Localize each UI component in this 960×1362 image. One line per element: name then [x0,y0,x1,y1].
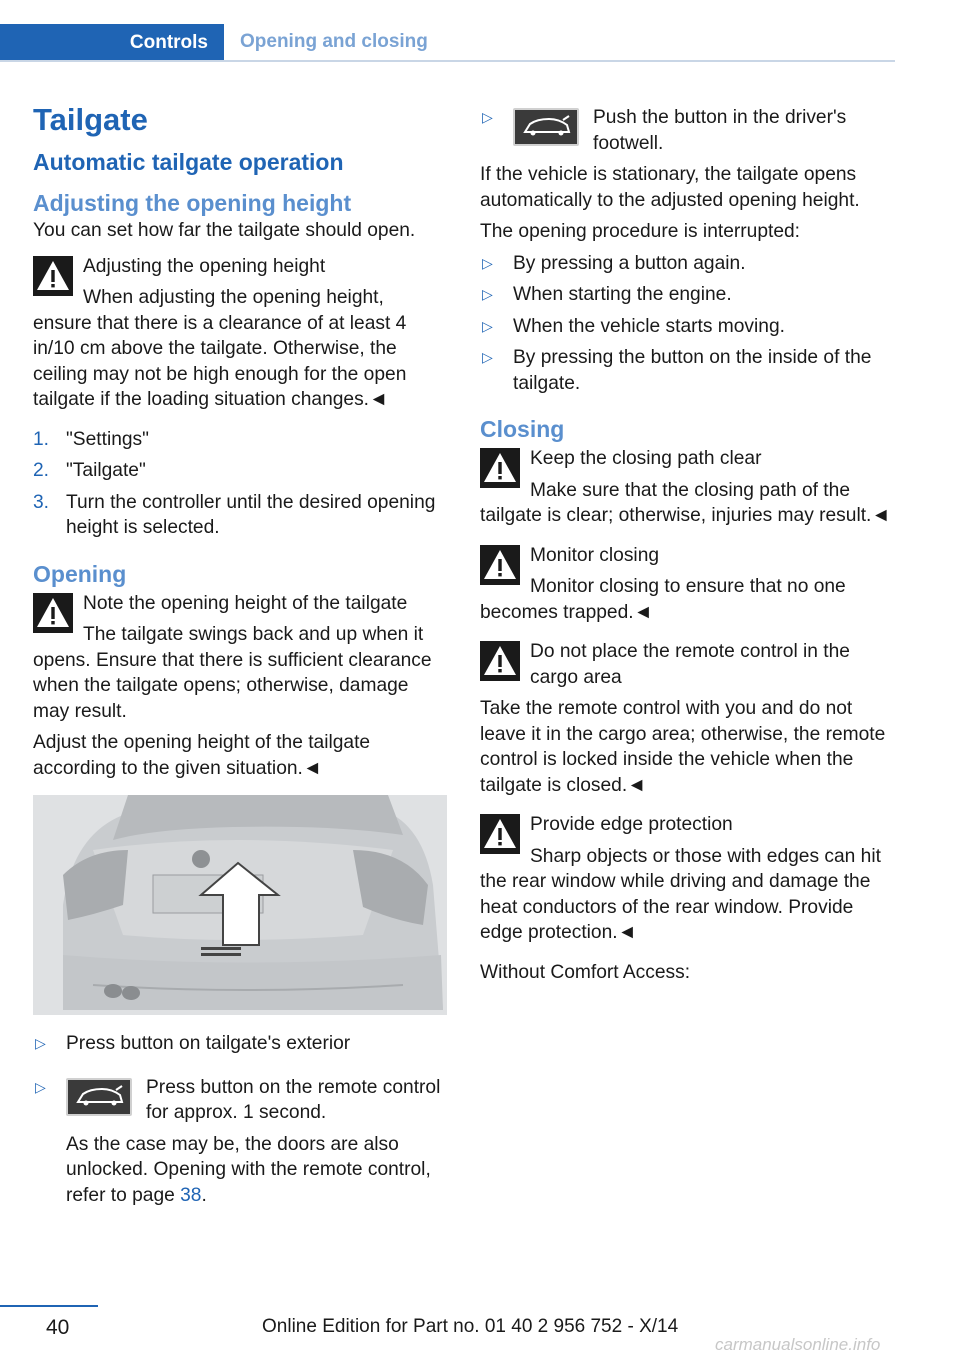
footwell-list [480,105,895,156]
warning-triangle-icon [480,641,520,681]
interrupted-text: The opening procedure is interrupted: [480,221,800,242]
warning-title: Note the opening height of the tailgate [83,592,408,614]
warning-title: Adjusting the opening height [83,255,326,277]
warning-title: Do not place the remote control in the cargo area [530,641,850,688]
list-item: ▷ By pressing a button again. [482,252,746,274]
warning-text: When adjusting the opening height, ensure that there is a clearance of at least 4 in/10 cm above the tailgate. Otherwise, the ceiling may not be high enough for the open tailgate if the loading situation changes.◄ [33,287,407,410]
warning-closing-path [480,446,895,529]
warning-triangle-icon [33,256,73,296]
watermark: carmanualsonline.info [715,1335,881,1354]
warning-text: Monitor closing to ensure that no one becomes trapped.◄ [480,576,846,623]
list-item: 1. "Settings" [33,428,149,450]
heading-adjusting: Adjusting the opening height [33,190,352,216]
warning-remote-cargo [480,639,895,798]
page-number: 40 [46,1316,70,1339]
warning-text: Make sure that the closing path of the tailgate is clear; otherwise, injuries may result.◄ [480,479,891,526]
warning-title: Provide edge protection [530,814,733,835]
heading-closing: Closing [480,416,565,442]
header-rule [0,60,895,62]
tailgate-illustration [33,795,447,1015]
list-item: ▷ Press button on tailgate's exterior [35,1033,351,1054]
adjust-intro: You can set how far the tailgate should open. [33,220,416,241]
warning-text-2: Adjust the opening height of the tailgate according to the given situation.◄ [33,732,371,779]
warning-text: Take the remote control with you and do not leave it in the cargo area; otherwise, the remote control is locked inside the vehicle when the tailgate is closed.◄ [480,698,886,796]
warning-triangle-icon [33,593,73,633]
warning-triangle-icon [480,545,520,585]
warning-opening-height [33,591,447,782]
warning-adjusting [33,254,447,413]
steps-list [33,427,447,541]
warning-triangle-icon [480,448,520,488]
tab-opening-label: Opening and closing [240,31,428,52]
footer-rule [0,1305,98,1307]
list-item: 3. Turn the controller until the desired opening height is selected. [33,491,436,538]
list-item: ▷ Press button on the remote control for approx. 1 second. As the case may be, the doors are also unlocked. Opening with the remote control, refer to page 38. [35,1076,441,1206]
remote-tailgate-button-icon [66,1078,132,1116]
car-rear-image [33,795,447,1015]
tab-opening-and-closing[interactable] [224,24,428,60]
tab-controls[interactable] [0,24,224,62]
warning-text: Sharp objects or those with edges can hit the rear window while driving and damage the heat conductors of the rear window. Provide edge protection.◄ [480,845,881,943]
without-comfort-access: Without Comfort Access: [480,961,691,983]
warning-monitor-closing [480,543,895,626]
right-column [480,105,895,985]
section-subtitle: Automatic tailgate operation [33,149,344,175]
left-column [33,100,447,1214]
interrupt-list [480,251,895,397]
footwell-tailgate-button-icon [513,108,579,146]
list-item: ▷ When starting the engine. [482,284,732,305]
list-item: ▷ When the vehicle starts moving. [482,315,785,337]
tab-controls-label: Controls [129,32,208,53]
warning-title: Monitor closing [530,544,660,566]
heading-opening: Opening [33,560,127,587]
list-item: ▷ Push the button in the driver's footwell. [482,107,847,154]
stationary-text: If the vehicle is stationary, the tailgate opens automatically to the adjusted opening height. [480,164,860,211]
edition-text: Online Edition for Part no. 01 40 2 956 752 - X/14 [262,1316,679,1337]
warning-text: The tailgate swings back and up when it opens. Ensure that there is sufficient clearance when the tailgate opens; otherwise, damage may result. [33,624,432,722]
warning-triangle-icon [480,814,520,854]
page-title: Tailgate [33,102,148,137]
warning-title: Keep the closing path clear [530,448,762,469]
list-item: 2. "Tailgate" [33,460,146,481]
page-link-38[interactable]: 38 [180,1184,202,1206]
opening-methods-list [33,1031,447,1208]
list-item: ▷ By pressing the button on the inside of the tailgate. [482,347,872,394]
warning-edge-protection [480,812,895,946]
